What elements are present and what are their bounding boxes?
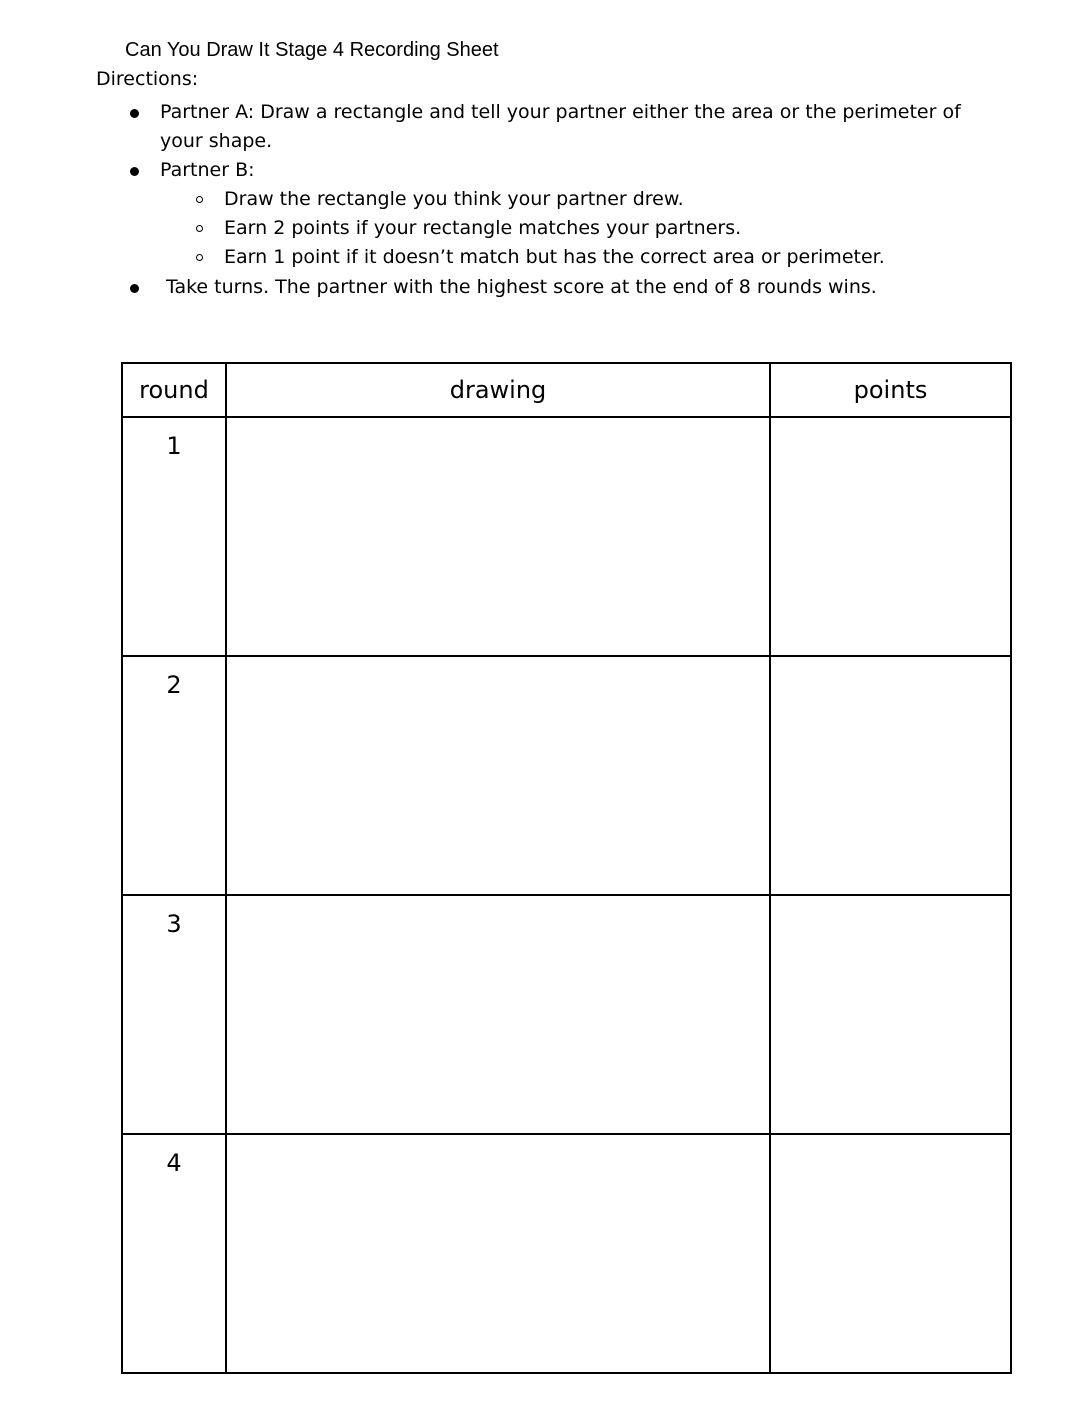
points-cell[interactable] [770, 895, 1011, 1134]
drawing-cell[interactable] [226, 656, 770, 895]
drawing-cell[interactable] [226, 895, 770, 1134]
table-row [122, 1134, 1011, 1373]
header-points: points [770, 363, 1011, 417]
round-number: 1 [122, 417, 226, 656]
header-round: round [122, 363, 226, 417]
partner-b-step-3: Earn 1 point if it doesn’t match but has the correct area or perimeter. [224, 246, 885, 268]
partner-b-label: Partner B: [160, 159, 255, 181]
sub-bullet-circle-icon [196, 196, 203, 203]
directions-label: Directions: [96, 68, 199, 90]
round-number: 2 [122, 656, 226, 895]
points-cell[interactable] [770, 417, 1011, 656]
table-row [122, 417, 1011, 656]
table-row [122, 656, 1011, 895]
bullet-dot-icon [130, 167, 139, 176]
table-row [122, 895, 1011, 1134]
partner-a-instruction-line2: your shape. [160, 130, 273, 152]
table-header-row [122, 363, 1011, 417]
sub-bullet-circle-icon [196, 254, 203, 261]
points-cell[interactable] [770, 656, 1011, 895]
bullet-dot-icon [130, 284, 139, 293]
partner-b-step-1: Draw the rectangle you think your partner drew. [224, 188, 684, 210]
bullet-dot-icon [130, 109, 139, 118]
partner-b-step-2: Earn 2 points if your rectangle matches your partners. [224, 217, 742, 239]
sheet-title: Can You Draw It Stage 4 Recording Sheet [125, 39, 499, 61]
sub-bullet-circle-icon [196, 225, 203, 232]
drawing-cell[interactable] [226, 1134, 770, 1373]
drawing-cell[interactable] [226, 417, 770, 656]
recording-table [121, 362, 1012, 1374]
partner-a-instruction-line1: Partner A: Draw a rectangle and tell your partner either the area or the perimeter of [160, 101, 961, 123]
points-cell[interactable] [770, 1134, 1011, 1373]
round-number: 4 [122, 1134, 226, 1373]
round-number: 3 [122, 895, 226, 1134]
header-drawing: drawing [226, 363, 770, 417]
take-turns-instruction: Take turns. The partner with the highest score at the end of 8 rounds wins. [166, 276, 877, 298]
